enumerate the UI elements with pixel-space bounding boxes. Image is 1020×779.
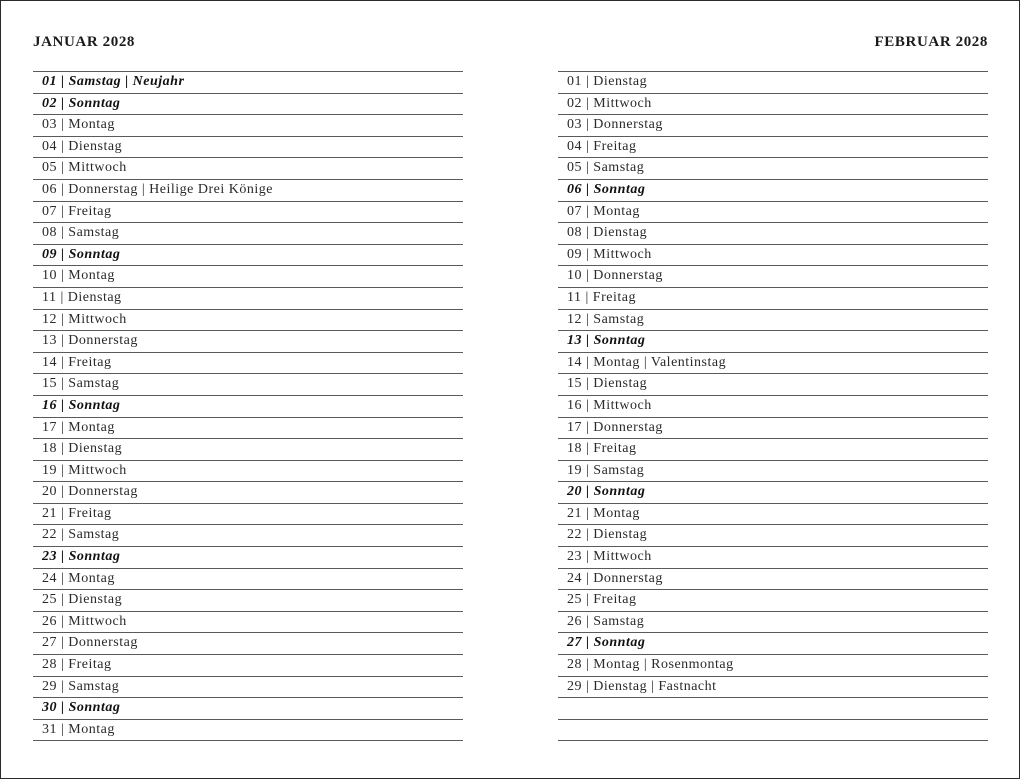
day-row: 11 | Freitag — [558, 288, 988, 310]
empty-day-row — [558, 698, 988, 720]
day-row: 13 | Donnerstag — [33, 331, 463, 353]
day-row: 02 | Sonntag — [33, 94, 463, 116]
month-title-february: FEBRUAR 2028 — [874, 34, 988, 50]
day-row: 07 | Freitag — [33, 202, 463, 224]
day-row: 26 | Samstag — [558, 612, 988, 634]
day-row: 26 | Mittwoch — [33, 612, 463, 634]
day-row: 31 | Montag — [33, 720, 463, 742]
day-row: 03 | Donnerstag — [558, 115, 988, 137]
day-row: 06 | Sonntag — [558, 180, 988, 202]
day-row: 05 | Samstag — [558, 158, 988, 180]
day-row: 09 | Mittwoch — [558, 245, 988, 267]
day-row: 02 | Mittwoch — [558, 94, 988, 116]
day-row: 18 | Freitag — [558, 439, 988, 461]
day-row: 29 | Dienstag | Fastnacht — [558, 677, 988, 699]
month-title-january: JANUAR 2028 — [33, 34, 136, 50]
day-row: 16 | Mittwoch — [558, 396, 988, 418]
day-list-january — [33, 71, 463, 741]
day-row: 14 | Montag | Valentinstag — [558, 353, 988, 375]
day-row: 07 | Montag — [558, 202, 988, 224]
empty-day-row — [558, 720, 988, 742]
day-row: 06 | Donnerstag | Heilige Drei Könige — [33, 180, 463, 202]
day-row: 15 | Dienstag — [558, 374, 988, 396]
day-row: 15 | Samstag — [33, 374, 463, 396]
day-row: 23 | Mittwoch — [558, 547, 988, 569]
day-row: 12 | Mittwoch — [33, 310, 463, 332]
day-row: 20 | Sonntag — [558, 482, 988, 504]
day-row: 12 | Samstag — [558, 310, 988, 332]
day-row: 16 | Sonntag — [33, 396, 463, 418]
day-row: 08 | Dienstag — [558, 223, 988, 245]
day-row: 03 | Montag — [33, 115, 463, 137]
day-row: 08 | Samstag — [33, 223, 463, 245]
day-row: 21 | Montag — [558, 504, 988, 526]
day-row: 10 | Donnerstag — [558, 266, 988, 288]
day-row: 20 | Donnerstag — [33, 482, 463, 504]
day-row: 11 | Dienstag — [33, 288, 463, 310]
day-row: 22 | Samstag — [33, 525, 463, 547]
day-row: 27 | Sonntag — [558, 633, 988, 655]
day-row: 13 | Sonntag — [558, 331, 988, 353]
day-row: 22 | Dienstag — [558, 525, 988, 547]
day-list-february — [558, 71, 988, 741]
day-row: 27 | Donnerstag — [33, 633, 463, 655]
day-row: 24 | Montag — [33, 569, 463, 591]
day-row: 01 | Samstag | Neujahr — [33, 72, 463, 94]
day-row: 04 | Freitag — [558, 137, 988, 159]
day-row: 17 | Montag — [33, 418, 463, 440]
day-row: 25 | Freitag — [558, 590, 988, 612]
day-row: 04 | Dienstag — [33, 137, 463, 159]
day-row: 10 | Montag — [33, 266, 463, 288]
day-row: 05 | Mittwoch — [33, 158, 463, 180]
day-row: 21 | Freitag — [33, 504, 463, 526]
day-row: 23 | Sonntag — [33, 547, 463, 569]
day-row: 29 | Samstag — [33, 677, 463, 699]
day-row: 24 | Donnerstag — [558, 569, 988, 591]
day-row: 19 | Samstag — [558, 461, 988, 483]
day-row: 17 | Donnerstag — [558, 418, 988, 440]
day-row: 28 | Freitag — [33, 655, 463, 677]
day-row: 19 | Mittwoch — [33, 461, 463, 483]
day-row: 01 | Dienstag — [558, 72, 988, 94]
day-row: 28 | Montag | Rosenmontag — [558, 655, 988, 677]
day-row: 25 | Dienstag — [33, 590, 463, 612]
day-row: 09 | Sonntag — [33, 245, 463, 267]
day-row: 30 | Sonntag — [33, 698, 463, 720]
day-row: 18 | Dienstag — [33, 439, 463, 461]
day-row: 14 | Freitag — [33, 353, 463, 375]
